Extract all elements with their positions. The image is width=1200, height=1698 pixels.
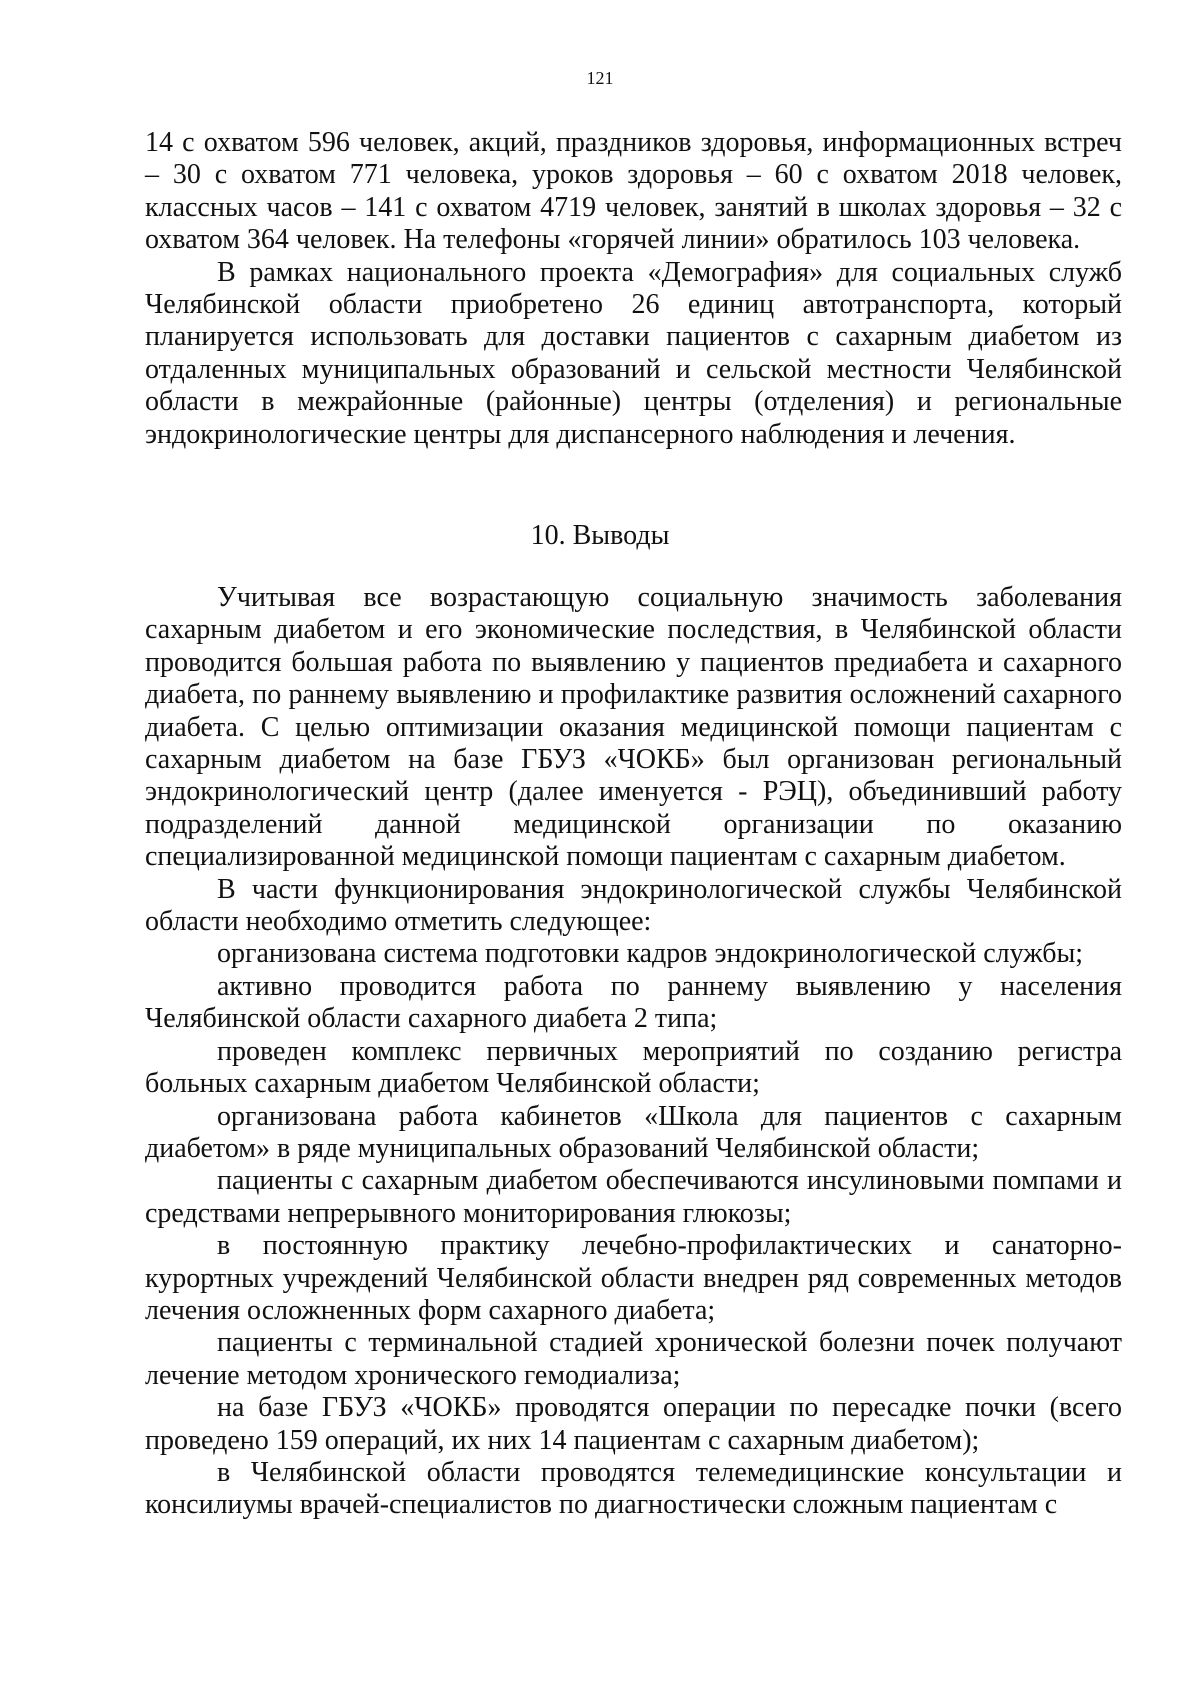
paragraph: Учитывая все возрастающую социальную значимость заболевания сахарным диабетом и его экономические последствия, в Челябинской области проводится большая работа по выявлению у пациентов предиабета и сахарного диабета, по раннему выявлению и профилактике развития осложнений сахарного диабета. С целью оптимизации оказания медицинской помощи пациентам с сахарным диабетом на базе ГБУЗ «ЧОКБ» был организован региональный эндокринологический центр (далее именуется - РЭЦ), объединивший работу подразделений данной медицинской организации по оказанию специализированной медицинской помощи пациентам с сахарным диабетом. [145,582,1122,873]
page-number: 121 [586,68,614,88]
paragraph: 14 с охватом 596 человек, акций, праздников здоровья, информационных встреч – 30 с охватом 771 человека, уроков здоровья – 60 с охватом 2018 человек, классных часов – 141 с охватом 4719 человек, занятий в школах здоровья – 32 с охватом 364 человек. На телефоны «горячей линии» обратилось 103 человека. [145,127,1122,256]
list-item: проведен комплекс первичных мероприятий по созданию регистра больных сахарным диабетом Челябинской области; [145,1035,1122,1100]
section-conclusions [145,582,1122,1522]
paragraph: В части функционирования эндокринологической службы Челябинской области необходимо отметить следующее: [145,873,1122,938]
section-continuation [145,127,1122,451]
section-heading: 10. Выводы [530,520,670,551]
list-item: в постоянную практику лечебно-профилактических и санаторно-курортных учреждений Челябинской области внедрен ряд современных методов лечения осложненных форм сахарного диабета; [145,1230,1122,1326]
list-item: организована работа кабинетов «Школа для пациентов с сахарным диабетом» в ряде муниципальных образований Челябинской области; [145,1100,1122,1164]
list-item: пациенты с сахарным диабетом обеспечиваются инсулиновыми помпами и средствами непрерывного мониторирования глюкозы; [145,1165,1122,1229]
list-item: пациенты с терминальной стадией хронической болезни почек получают лечение методом хронического гемодиализа; [145,1327,1122,1391]
paragraph: В рамках национального проекта «Демография» для социальных служб Челябинской области приобретено 26 единиц автотранспорта, который планируется использовать для доставки пациентов с сахарным диабетом из отдаленных муниципальных образований и сельской местности Челябинской области в межрайонные (районные) центры (отделения) и региональные эндокринологические центры для диспансерного наблюдения и лечения. [145,256,1122,450]
list-item: организована система подготовки кадров эндокринологической службы; [217,938,1084,970]
list-item: активно проводится работа по раннему выявлению у населения Челябинской области сахарного диабета 2 типа; [145,970,1122,1035]
list-item: в Челябинской области проводятся телемедицинские консультации и консилиумы врачей-специалистов по диагностически сложным пациентам с [145,1456,1122,1521]
list-item: на базе ГБУЗ «ЧОКБ» проводятся операции по пересадке почки (всего проведено 159 операций, их них 14 пациентам с сахарным диабетом); [145,1392,1122,1456]
